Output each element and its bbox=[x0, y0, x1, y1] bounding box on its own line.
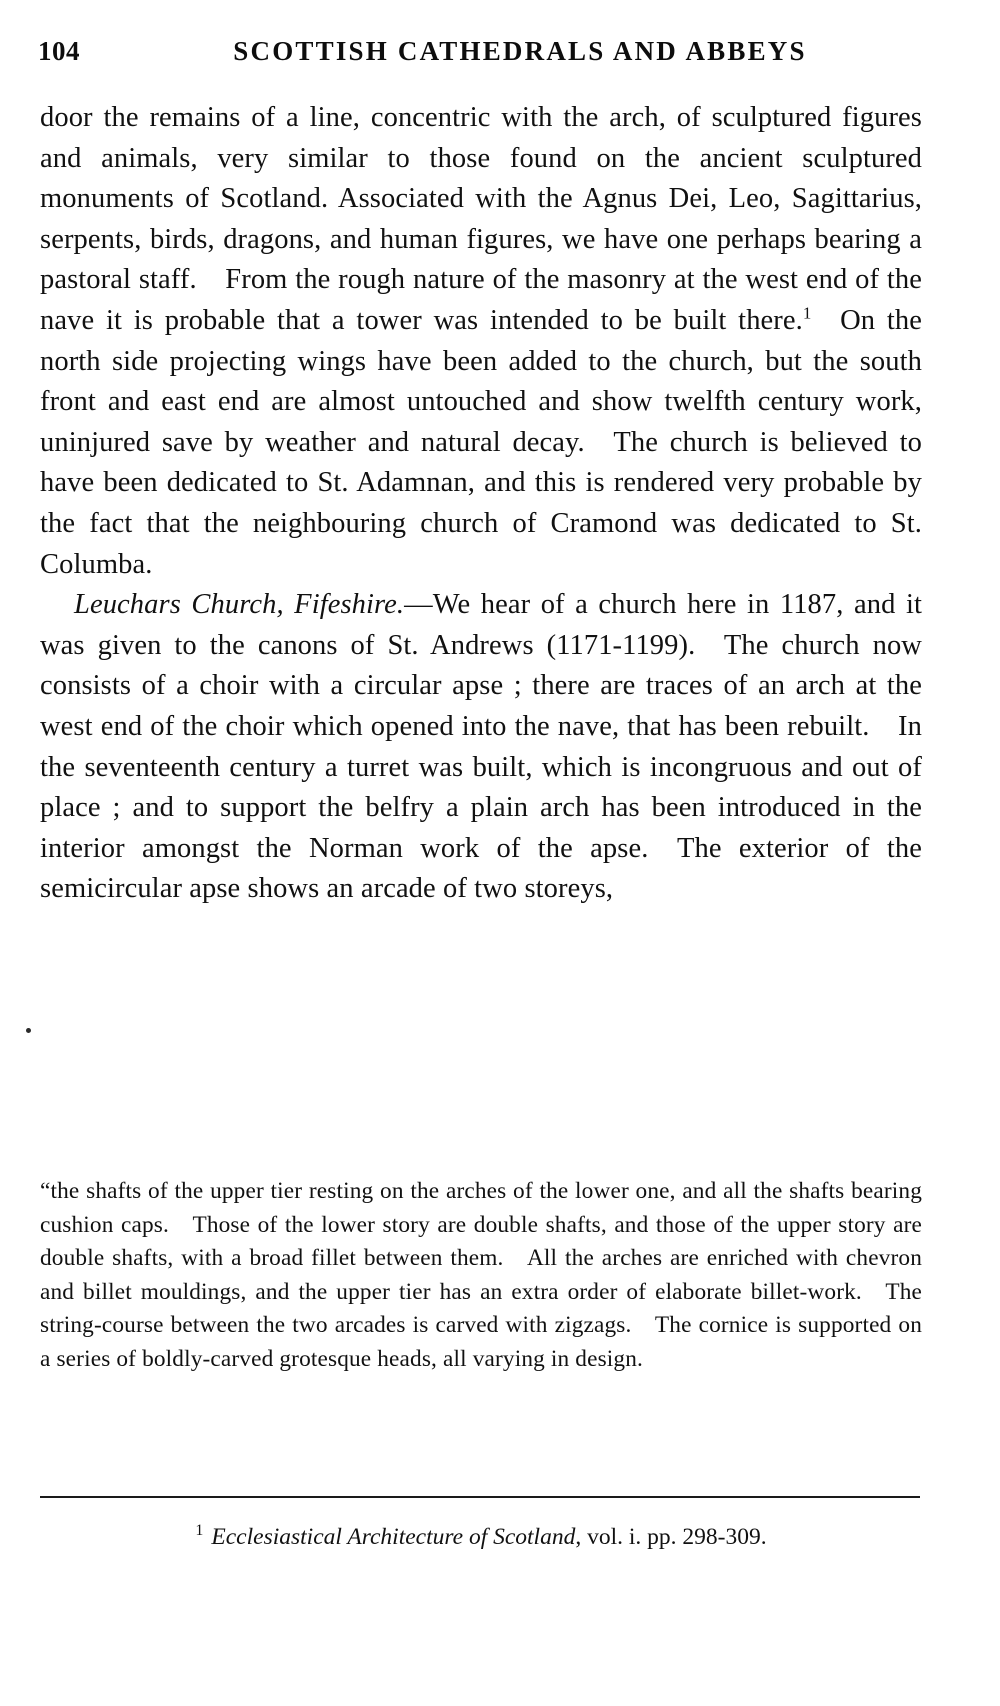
quotation-text: “the shafts of the upper tier resting on the arches of the lower one, and all the shafts bearing cushion caps. Those of the lower story are double shafts, and those of the upper story are double shafts, with a broad fillet between them. All the arches are enriched with chevron and billet mouldings, and the upper tier has an extra order of elaborate billet-work. The string-course between the two arcades is carved with zigzags. The cornice is supported on a series of boldly-carved grotesque heads, all varying in design. bbox=[40, 1178, 922, 1372]
paragraph-1-text-part-1: door the remains of a line, concentric with the arch, of sculptured figures and animals, very similar to those found on the ancient sculptured monuments of Scotland. Associated with the Agnus Dei, Leo, Sagittarius, serpents, birds, dragons, and human figures, we have one perhaps bearing a pastoral staff. From the rough nature of the masonry at the west end of the nave it is probable that a tower was intended to be built there. bbox=[40, 102, 922, 336]
margin-mark bbox=[26, 1028, 31, 1033]
block-quotation bbox=[40, 1175, 922, 1377]
footnote-divider bbox=[40, 1496, 920, 1498]
paragraph-2-text: —We hear of a church here in 1187, and it was given to the canons of St. Andrews (1171-1199). The church now consists of a choir with a circular apse ; there are traces of an arch at the west end of the choir which opened into the nave, that has been rebuilt. In the seventeenth century a turret was built, which is incongruous and out of place ; and to support the belfry a plain arch has been introduced in the interior amongst the Norman work of the apse. The exterior of the semicircular apse shows an arcade of two storeys, bbox=[40, 589, 923, 905]
footnote-reference: 1 bbox=[802, 303, 812, 323]
paragraph-2 bbox=[40, 585, 922, 910]
footnote-reference-text: , vol. i. pp. 298-309. bbox=[575, 1524, 767, 1550]
body-text bbox=[40, 98, 922, 910]
run-in-heading-leuchars-church: Leuchars Church, Fifeshire. bbox=[74, 589, 405, 621]
running-head: SCOTTISH CATHEDRALS AND ABBEYS bbox=[233, 36, 807, 66]
footnote-marker: 1 bbox=[195, 1522, 204, 1540]
footnote bbox=[40, 1521, 922, 1554]
footnote-title: Ecclesiastical Architecture of Scotland bbox=[211, 1524, 576, 1550]
page-number: 104 bbox=[38, 36, 80, 66]
page-header bbox=[38, 36, 962, 67]
paragraph-1 bbox=[40, 98, 922, 585]
paragraph-1-text-part-2: On the north side projecting wings have been added to the church, but the south front and east end are almost untouched and show twelfth century work, uninjured save by weather and natural decay. The church is believed to have been dedicated to St. Adamnan, and this is rendered very probable by the fact that the neighbouring church of Cramond was dedicated to St. Columba. bbox=[40, 304, 922, 580]
